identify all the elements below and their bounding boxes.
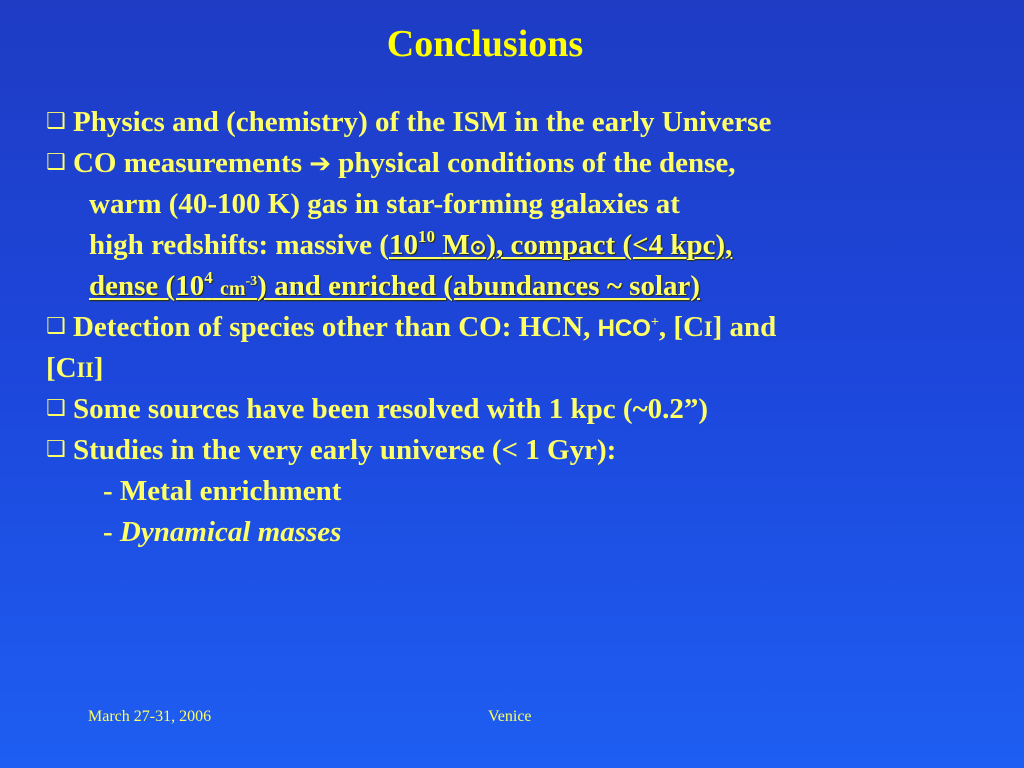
enriched-text: ) and enriched (abundances ~ solar) (257, 270, 701, 302)
bullet-2-text-a: CO measurements (72, 147, 302, 179)
bullet-2-line-3-pre: high redshifts: massive ( (89, 229, 389, 261)
ci-numeral: I (704, 316, 713, 341)
dynamical-masses-text: Dynamical masses (119, 516, 342, 548)
bullet-1 (46, 102, 771, 142)
density-unit-exponent: -3 (245, 274, 258, 289)
checkbox-bullet-icon: ❑ (46, 109, 66, 134)
bullet-4-text: Some sources have been resolved with 1 kpc (~0.2”) (72, 393, 709, 425)
checkbox-bullet-icon: ❑ (46, 396, 66, 421)
bullet-3-text-post: ] and (712, 311, 777, 343)
mass-unit: M (442, 229, 470, 261)
bullet-3-line-2 (46, 348, 103, 390)
bullet-3-text-mid: , [C (658, 311, 705, 343)
bullet-1-text: Physics and (chemistry) of the ISM in the early Universe (72, 106, 772, 138)
bullet-3-text-pre: Detection of species other than CO: HCN, (72, 311, 598, 343)
compact-text: ), compact (<4 kpc), (486, 229, 733, 261)
density-pre: dense (10 (89, 270, 205, 302)
sub-item-dynamical-masses (103, 512, 341, 552)
sub-item-metal-enrichment: - Metal enrichment (103, 475, 342, 507)
bullet-2-line-4 (89, 266, 700, 309)
right-arrow-icon: ➔ (309, 149, 332, 179)
mass-exponent: 10 (417, 227, 435, 246)
bullet-5 (46, 430, 616, 470)
slide-title: Conclusions (386, 23, 584, 65)
bullet-2-line-2: warm (40-100 K) gas in star-forming galaxies at (89, 188, 680, 220)
checkbox-bullet-icon: ❑ (46, 150, 66, 175)
density-exponent: 4 (204, 268, 213, 287)
bullet-2-text-b: physical conditions of the dense, (338, 147, 736, 179)
cii-post: ] (93, 352, 104, 384)
hco-superscript: + (650, 315, 659, 330)
footer-date: March 27-31, 2006 (88, 708, 212, 725)
density-unit: cm (219, 278, 246, 300)
bullet-5-text: Studies in the very early universe (< 1 Gyr): (72, 434, 617, 466)
sun-symbol-icon: ⊙ (469, 237, 487, 259)
bullet-2 (46, 143, 736, 184)
footer-place: Venice (488, 708, 532, 725)
cii-numeral: II (76, 357, 94, 382)
bullet-2-line-3 (89, 225, 732, 268)
sub-item-dash: - (103, 516, 120, 548)
checkbox-bullet-icon: ❑ (46, 437, 66, 462)
checkbox-bullet-icon: ❑ (46, 314, 66, 339)
bullet-3 (46, 307, 776, 349)
mass-base: 10 (388, 229, 418, 261)
highlight-density (89, 270, 700, 302)
cii-pre: [C (46, 352, 77, 384)
bullet-4 (46, 389, 708, 429)
highlight-mass (389, 229, 732, 261)
hco-text: HCO (597, 315, 651, 342)
